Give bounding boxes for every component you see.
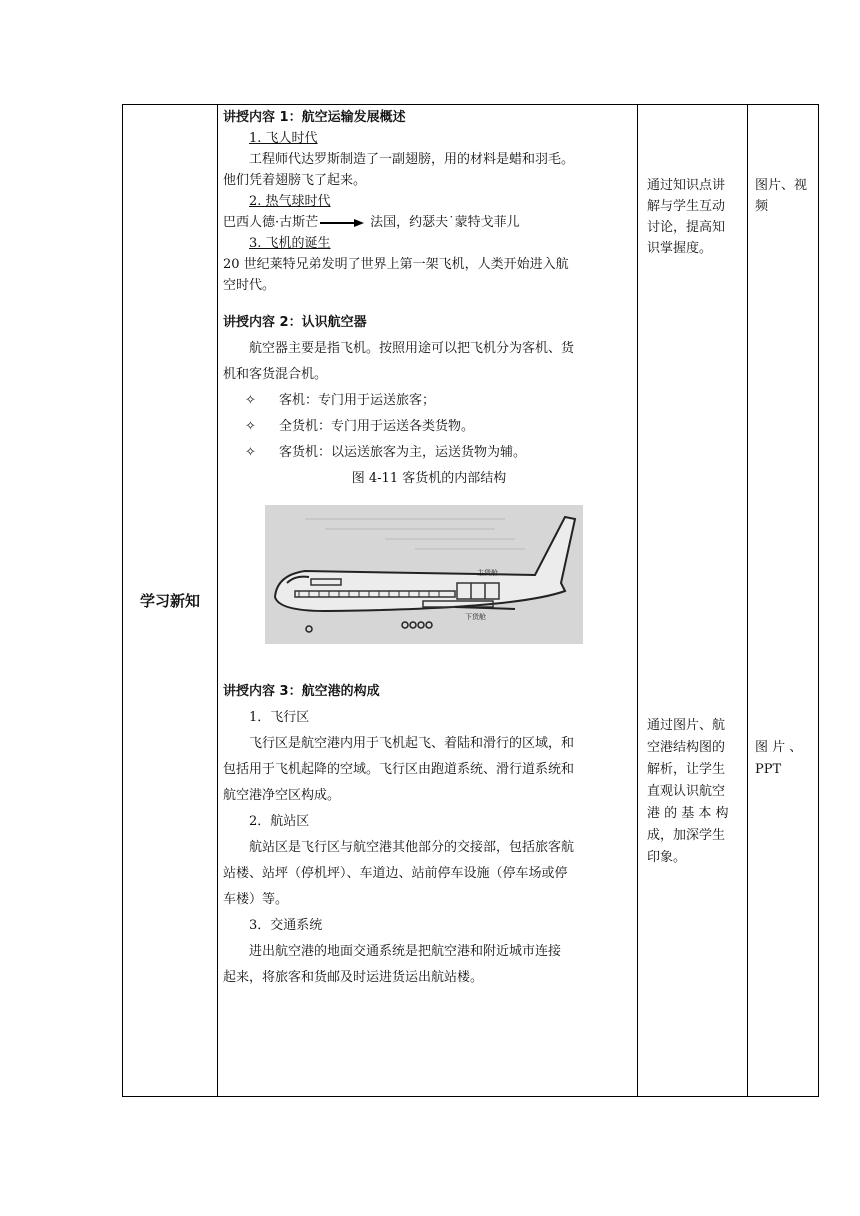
method-line: 空港结构图的 xyxy=(647,740,726,755)
paragraph-line: 进出航空港的地面交通系统是把航空港和附近城市连接 xyxy=(249,944,562,959)
subheading: 1．飞行区 xyxy=(249,710,310,725)
subheading: 1. 飞人时代 xyxy=(249,131,318,146)
paragraph-line: 航站区是飞行区与航空港其他部分的交接部，包括旅客航 xyxy=(249,840,575,855)
subheading: 2. 热气球时代 xyxy=(249,194,331,209)
content-section-3 xyxy=(223,679,635,991)
resource-line: 频 xyxy=(755,199,769,214)
subheading: 3. 飞机的诞生 xyxy=(249,236,331,251)
diamond-icon: ✧ xyxy=(245,419,256,434)
method-line: 印象。 xyxy=(647,850,687,865)
content-section-2 xyxy=(223,310,635,492)
paragraph-line: 20 世纪莱特兄弟发明了世界上第一架飞机，人类开始进入航 xyxy=(223,257,569,272)
paragraph-text: 法国，约瑟夫˙蒙特戈菲儿 xyxy=(370,215,520,230)
resource-line: 图片、视 xyxy=(755,178,808,193)
resource-cell-2 xyxy=(755,737,815,781)
list-item: ✧ 全货机：专门用于运送各类货物。 xyxy=(223,414,635,440)
paragraph-line: 车楼）等。 xyxy=(223,892,289,907)
diamond-icon: ✧ xyxy=(245,445,256,460)
method-line: 直观认识航空 xyxy=(647,784,726,799)
arrow-right-icon xyxy=(320,218,364,228)
method-line: 解析，让学生 xyxy=(647,762,726,777)
section-heading: 讲授内容 3：航空港的构成 xyxy=(223,684,380,699)
column-divider xyxy=(217,105,218,1096)
figure-caption: 图 4-11 客货机的内部结构 xyxy=(351,471,507,486)
column-divider xyxy=(747,105,748,1096)
figure-label: 主货舱 xyxy=(477,569,498,577)
airplane-icon xyxy=(265,505,583,644)
method-line: 解与学生互动 xyxy=(647,199,726,214)
list-item: ✧ 客机：专门用于运送旅客； xyxy=(223,388,635,414)
subheading: 3．交通系统 xyxy=(249,918,323,933)
paragraph-line: 机和客货混合机。 xyxy=(223,367,328,382)
figure-label: 下货舱 xyxy=(465,613,486,621)
method-line: 港 的 基 本 构 xyxy=(647,806,729,821)
paragraph-line: 起来，将旅客和货邮及时运进货运出航站楼。 xyxy=(223,970,484,985)
method-cell-2 xyxy=(647,715,747,869)
stage-cell xyxy=(123,105,217,1096)
airplane-cutaway-image xyxy=(265,505,583,644)
content-section-1 xyxy=(223,107,635,296)
stage-label: 学习新知 xyxy=(139,592,200,610)
method-line: 讨论，提高知 xyxy=(647,220,726,235)
method-line: 通过知识点讲 xyxy=(647,178,726,193)
paragraph-line: 航空港净空区构成。 xyxy=(223,788,341,803)
paragraph-line: 航空器主要是指飞机。按照用途可以把飞机分为客机、货 xyxy=(249,341,575,356)
paragraph-line: 站楼、站坪（停机坪）、车道边、站前停车设施（停车场或停 xyxy=(223,866,568,881)
list-item: ✧ 客货机：以运送旅客为主，运送货物为辅。 xyxy=(223,440,635,466)
subheading: 2．航站区 xyxy=(249,814,310,829)
section-heading: 讲授内容 1：航空运输发展概述 xyxy=(223,110,406,125)
lesson-table xyxy=(122,104,819,1097)
method-cell-1 xyxy=(647,175,747,259)
paragraph-line: 工程师代达罗斯制造了一副翅膀，用的材料是蜡和羽毛。 xyxy=(249,152,575,167)
column-divider xyxy=(637,105,638,1096)
resource-cell-1 xyxy=(755,175,815,217)
diamond-icon: ✧ xyxy=(245,393,256,408)
paragraph-line: 他们凭着翅膀飞了起来。 xyxy=(223,173,367,188)
paragraph-text: 巴西人德·古斯芒 xyxy=(223,215,319,230)
paragraph-line: 空时代。 xyxy=(223,278,276,293)
section-heading: 讲授内容 2：认识航空器 xyxy=(223,315,367,330)
resource-line: PPT xyxy=(755,762,782,777)
paragraph-line: 包括用于飞机起降的空域。飞行区由跑道系统、滑行道系统和 xyxy=(223,762,575,777)
method-line: 识掌握度。 xyxy=(647,241,713,256)
method-line: 通过图片、航 xyxy=(647,718,726,733)
resource-line: 图 片 、 xyxy=(755,740,803,755)
paragraph-line: 飞行区是航空港内用于飞机起飞、着陆和滑行的区域，和 xyxy=(249,736,575,751)
method-line: 成，加深学生 xyxy=(647,828,726,843)
